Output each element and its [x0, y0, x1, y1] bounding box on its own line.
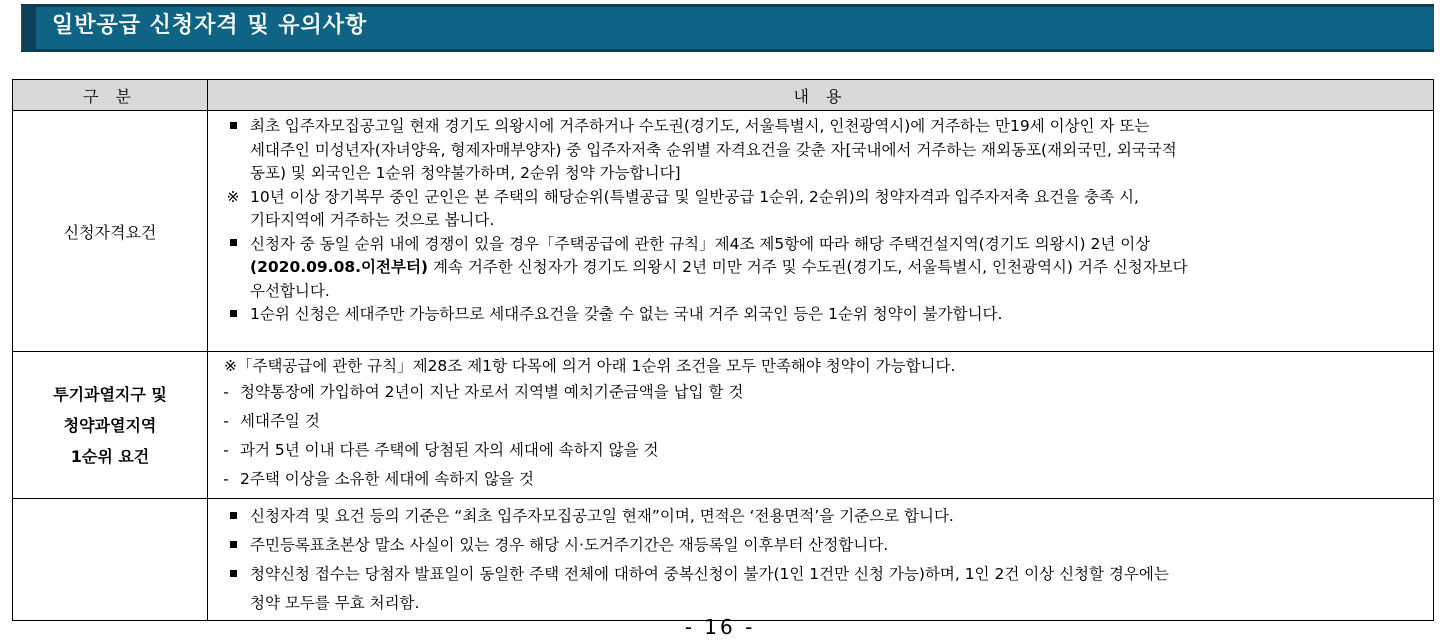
square-bullet-icon — [222, 115, 244, 139]
table-header-row — [13, 80, 1434, 111]
list-item: 1순위 신청은 세대주만 가능하므로 세대주요건을 갖출 수 없는 국내 거주 외국인 등은 1순위 청약이 불가합니다. — [208, 303, 1433, 327]
list-item: - 청약통장에 가입하여 2년이 지난 자로서 지역별 예치기준금액을 납입 할 것 — [208, 378, 1433, 407]
list-item: 청약신청 접수는 당첨자 발표일이 동일한 주택 전체에 대하여 중복신청이 불가(1인 1건만 신청 가능)하며, 1인 2건 이상 신청할 경우에는 청약 모두를 무효 처리함. — [208, 560, 1433, 618]
list-item: 주민등록표초본상 말소 사실이 있는 경우 해당 시·도거주기간은 재등록일 이후부터 산정합니다. — [208, 531, 1433, 560]
square-bullet-icon — [222, 531, 244, 560]
table-row — [13, 352, 1434, 499]
dash-bullet: - — [223, 412, 229, 430]
list-item: 신청자격 및 요건 등의 기준은 “최초 입주자모집공고일 현재”이며, 면적은 ‘전용면적’을 기준으로 합니다. — [208, 502, 1433, 531]
header-content: 내 용 — [208, 80, 1434, 111]
category-cell: 투기과열지구 및 청약과열지역 1순위 요건 — [13, 352, 208, 499]
list-item: ※ 10년 이상 장기복무 중인 군인은 본 주택의 해당순위(특별공급 및 일반공급 1순위, 2순위)의 청약자격과 입주자저축 요건을 충족 시, 기타지역에 거주하는 것으로 봅니다. — [208, 186, 1433, 233]
category-cell — [13, 499, 208, 621]
section-title: 일반공급 신청자격 및 유의사항 — [52, 13, 368, 38]
page-number: - 16 - — [684, 615, 756, 639]
table-row — [13, 499, 1434, 621]
list-item: - 2주택 이상을 소유한 세대에 속하지 않을 것 — [208, 465, 1433, 494]
content-cell — [208, 111, 1434, 352]
list-item: - 세대주일 것 — [208, 407, 1433, 436]
title-accent-block — [22, 6, 36, 50]
dash-bullet: - — [223, 470, 229, 488]
dash-bullet: - — [223, 441, 229, 459]
category-cell: 신청자격요건 — [13, 111, 208, 352]
dash-bullet: - — [223, 383, 229, 401]
content-cell — [208, 352, 1434, 499]
list-item: 신청자 중 동일 순위 내에 경쟁이 있을 경우「주택공급에 관한 규칙」제4조 제5항에 따라 해당 주택건설지역(경기도 의왕시) 2년 이상 (2020.09.08.이전부터) 계속 거주한 신청자가 경기도 의왕시 2년 미만 거주 및 수도권(경기도, 서울특별시, 인천광역시) 거주 신청자보다 우선합니다. — [208, 233, 1433, 304]
date-emphasis: (2020.09.08.이전부터) — [250, 258, 429, 276]
square-bullet-icon — [222, 303, 244, 327]
list-item: 최초 입주자모집공고일 현재 경기도 의왕시에 거주하거나 수도권(경기도, 서울특별시, 인천광역시)에 거주하는 만19세 이상인 자 또는 세대주인 미성년자(자녀양육, 형제자매부양자) 중 입주자저축 순위별 자격요건을 갖춘 자[국내에서 거주하는 재외동포(재외국민, 외국국적 동포) 및 외국인은 1순위 청약불가하며, 2순위 청약 가능합니다] — [208, 115, 1433, 186]
eligibility-table — [12, 79, 1434, 621]
square-bullet-icon — [222, 502, 244, 531]
square-bullet-icon — [222, 560, 244, 589]
header-category: 구 분 — [13, 80, 208, 111]
square-bullet-icon — [222, 233, 244, 257]
reference-mark-icon: ※ — [226, 187, 240, 206]
content-cell — [208, 499, 1434, 621]
list-item: - 과거 5년 이내 다른 주택에 당첨된 자의 세대에 속하지 않을 것 — [208, 436, 1433, 465]
rule-note: ※「주택공급에 관한 규칙」제28조 제1항 다목에 의거 아래 1순위 조건을 모두 만족해야 청약이 가능합니다. — [224, 357, 956, 375]
table-row — [13, 111, 1434, 352]
